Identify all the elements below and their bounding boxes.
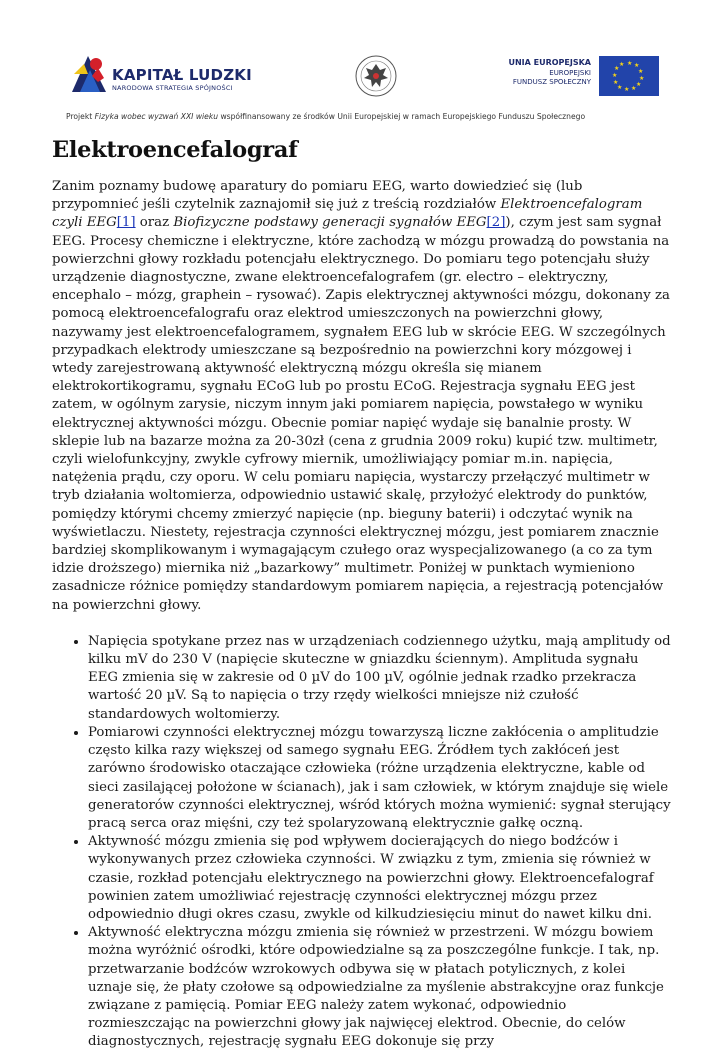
list-item: • Aktywność mózgu zmienia się pod wpływem docierających do niego bodźców i wykonywanych przez człowieka czynności. W związku z tym, zmienia się również w czasie, rozkład potencjału elektrycznego na powierzchni głowy. Elektroencefalograf powinien zatem umożliwiać rejestrację czynności elektrycznej mózgu przez odpowiednio długi okres czasu, zwykle od kilkudziesięciu minut do nawet kilku dni. bbox=[88, 833, 672, 924]
list-item: • Napięcia spotykane przez nas w urządzeniach codziennego użytku, mają amplitudy od kilku mV do 230 V (napięcie skuteczne w gniazdku ściennym). Amplituda sygnału EEG zmienia się w zakresie od 0 µV do 100 µV, ogólnie jednak rzadko przekracza wartość 20 µV. Są to napięcia o trzy rzędy wielkości mniejsze niż czułość standardowych woltomierzy. bbox=[88, 633, 672, 724]
svg-text:★: ★ bbox=[639, 75, 645, 82]
list-item: • Aktywność elektryczna mózgu zmienia się również w przestrzeni. W mózgu bowiem można wyróżnić ośrodki, które odpowiedzialne są za poszczególne funkcje. I tak, np. przetwarzanie bodźców wzrokowych odbywa się w płatach potylicznych, z kolei uznaje się, że płaty czołowe są odpowiedzialne za myślenie abstrakcyjne oraz funkcje związane z pamięcią. Pomiar EEG należy zatem wykonać, odpowiednio rozmieszczając na powierzchni głowy jak najwięcej elektrod. Obecnie, do celów diagnostycznych, rejestrację sygnału EEG dokonuje się przy bbox=[88, 924, 672, 1051]
svg-text:★: ★ bbox=[619, 61, 625, 68]
project-prefix: Projekt bbox=[66, 112, 95, 121]
kapital-ludzki-title: KAPITAŁ LUDZKI bbox=[112, 66, 252, 84]
eu-line1: EUROPEJSKI bbox=[549, 69, 591, 77]
svg-text:★: ★ bbox=[627, 60, 633, 67]
footnote-link-1[interactable]: [1] bbox=[116, 215, 136, 231]
svg-text:★: ★ bbox=[613, 79, 619, 86]
intro-italic-1: Elektroencefalogram czyli EEG bbox=[52, 197, 643, 231]
svg-text:★: ★ bbox=[614, 65, 620, 72]
footnote-link-2[interactable]: [2] bbox=[486, 215, 506, 231]
eu-fund-block bbox=[459, 56, 659, 100]
project-suffix: współfinansowany ze środków Unii Europejskiej w ramach Europejskiego Funduszu Społecznego bbox=[218, 112, 586, 121]
university-seal-icon bbox=[354, 54, 398, 98]
project-name: Fizyka wobec wyzwań XXI wieku bbox=[94, 112, 219, 121]
intro-italic-2: Biofizyczne podstawy generacji sygnałów EEG bbox=[173, 215, 487, 231]
intro-text-3: ), czym jest sam sygnał EEG. Procesy chemiczne i elektryczne, które zachodzą w mózgu prowadzą do powstania na powierzchni głowy rozkładu potencjału elektrycznego. Do pomiaru tego potencjału służy urządzenie diagnostyczne, zwane elektroencefalografem (gr. electro – elektryczny, encephalo – mózg, graphein – rysować). Zapis elektrycznej aktywności mózgu, dokonany za pomocą elektroencefalografu oraz elektrod umieszczonych na powierzchni głowy, nazywamy jest elektroencefalogramem, sygnałem EEG lub w skrócie EEG. W szczególnych przypadkach elektrody umieszczane są bezpośrednio na powierzchni kory mózgowej i wtedy zarejestrowaną aktywność elektryczną mózgu określa się mianem elektrokortikogramu, sygnału ECoG lub po prostu ECoG. Rejestracja sygnału EEG jest zatem, w ogólnym zarysie, niczym innym jaki pomiarem napięcia, powstałego w wyniku elektrycznej aktywności mózgu. Obecnie pomiar napięć wydaje się banalnie prosty. W sklepie lub na bazarze można za 20-30zł (cena z grudnia 2009 roku) kupić tzw. multimetr, czyli wielofunkcyjny, zwykle cyfrowy miernik, umożliwiający pomiar m.in. napięcia, natężenia prądu, czy oporu. W celu pomiaru napięcia, wystarczy przełączyć multimetr w tryb działania woltomierza, odpowiednio ustawić skalę, przyłożyć elektrody do punktów, pomiędzy którymi chcemy zmierzyć napięcie (np. bieguny baterii) i odczytać wynik na wyświetlaczu. Niestety, rejestracja czynności elektrycznej mózgu, jest pomiarem znacznie bardziej skomplikowanym i wymagającym czułego oraz wyspecjalizowanego (a co za tym idzie droższego) miernika niż „bazarkowy” multimetr. Poniżej w punktach wymieniono zasadnicze różnice pomiędzy standardowym pomiarem napięcia, a rejestracją potencjałów na powierzchni głowy. bbox=[52, 215, 670, 613]
svg-text:★: ★ bbox=[638, 68, 644, 75]
svg-text:★: ★ bbox=[636, 81, 642, 88]
page-title: Elektroencefalograf bbox=[52, 137, 298, 163]
project-funding-line bbox=[66, 112, 666, 121]
list-item: • Pomiarowi czynności elektrycznej mózgu towarzyszą liczne zakłócenia o amplitudzie często kilka razy większej od samego sygnału EEG. Źródłem tych zakłóceń jest zarówno środowisko otaczające człowieka (różne urządzenia elektryczne, kable od sieci zasilającej położone w ścianach), jak i sam człowiek, w którym znajduje się wiele generatorów czynności elektrycznej, wśród których można wymienić: sygnał sterujący pracą serca oraz mięśni, czy też spolaryzowaną elektrycznie gałkę oczną. bbox=[88, 724, 672, 833]
svg-text:★: ★ bbox=[624, 86, 630, 93]
svg-text:★: ★ bbox=[631, 85, 637, 92]
intro-text-2: oraz bbox=[135, 215, 174, 231]
svg-text:★: ★ bbox=[617, 84, 623, 91]
eu-flag-icon bbox=[599, 56, 659, 96]
article-body bbox=[52, 178, 672, 1052]
svg-text:★: ★ bbox=[612, 72, 618, 79]
eu-line2: FUNDUSZ SPOŁECZNY bbox=[512, 78, 591, 86]
svg-text:★: ★ bbox=[634, 62, 640, 69]
kapital-ludzki-subtitle: NARODOWA STRATEGIA SPÓJNOŚCI bbox=[112, 84, 233, 92]
differences-list bbox=[52, 633, 672, 1052]
kapital-ludzki-logo-icon bbox=[66, 52, 112, 96]
intro-text-1: Zanim poznamy budowę aparatury do pomiaru EEG, warto dowiedzieć się (lub przypomnieć jeśli czytelnik zaznajomił się już z treścią rozdziałów bbox=[52, 179, 583, 213]
eu-title: UNIA EUROPEJSKA bbox=[508, 58, 591, 67]
page-header bbox=[0, 0, 725, 121]
intro-paragraph bbox=[52, 178, 672, 615]
